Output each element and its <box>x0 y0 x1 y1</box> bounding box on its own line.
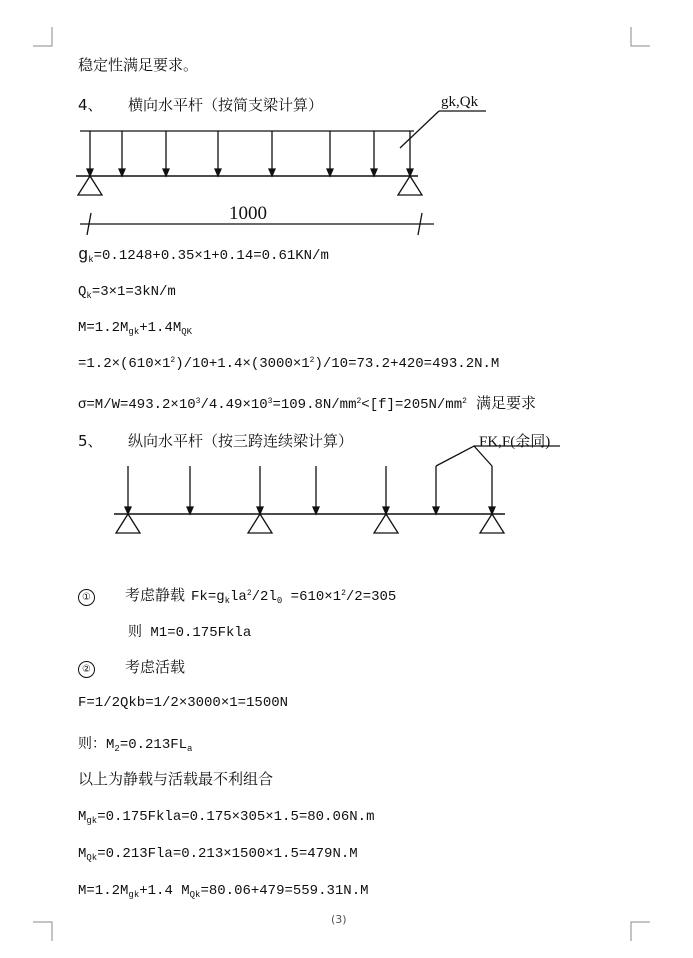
eq-qk: $Q_k=3\times 1=3kN/m$ <box>78 284 176 301</box>
simple-beam-diagram <box>76 111 486 235</box>
text-stability-ok: 稳定性满足要求。 <box>78 56 199 74</box>
circled-number-1: ① <box>78 589 95 606</box>
eq-m2: 则：$M_2=0.213FL_a$ <box>78 737 193 754</box>
eq-m1: 则 M1=0.175Fkla <box>128 625 252 641</box>
eq-stress-check: $\sigma=M/W=493.2\times 10^3/4.49\times 10^3=109.8N/mm^2<[f]=205N/mm^2$ 满足要求 <box>78 396 536 413</box>
section-5-title: 纵向水平杆（按三跨连续梁计算） <box>128 432 354 450</box>
eq-gk: $g_k=0.1248+0.35\times 1+0.14=0.61KN/m$ <box>78 246 329 265</box>
load-label-gk-qk: gk,Qk <box>441 94 479 110</box>
corner-marks <box>33 27 650 941</box>
section-4-number: 4、 <box>78 96 103 114</box>
load-leader-line <box>400 111 439 148</box>
eq-m-total: $M=1.2M_{gk}+1.4$ $M_{Qk}=80.06+479=559.31N.M$ <box>78 883 369 900</box>
section-5-number: 5、 <box>78 432 103 450</box>
support-2 <box>248 514 272 533</box>
eq-m-combination: $M=1.2M_{gk}+1.4M_{QK}$ <box>78 320 193 337</box>
support-left <box>78 176 102 195</box>
page-number: (3) <box>331 913 347 926</box>
support-1 <box>116 514 140 533</box>
span-dimension: 1000 <box>229 203 267 224</box>
continuous-beam-diagram <box>114 446 560 533</box>
support-3 <box>374 514 398 533</box>
support-right <box>398 176 422 195</box>
text-combination: 以上为静载与活载最不利组合 <box>78 770 274 788</box>
eq-f: F=1/2Qkb=1/2×3000×1=1500N <box>78 695 289 711</box>
support-4 <box>480 514 504 533</box>
section-4-title: 横向水平杆（按简支梁计算） <box>128 96 324 114</box>
point-load-arrows <box>125 466 495 514</box>
load-label-fk-f: FK,F(余同) <box>479 434 551 450</box>
eq-mqk: $M_{Qk}=0.213Fla=0.213\times 1500\times 1.5=479N.M$ <box>78 846 358 863</box>
eq-m-value: $=1.2\times(610\times 1^2)/10+1.4\times(3000\times 1^2)/10=73.2+420=493.2N.M$ <box>78 356 500 372</box>
distributed-load-arrows <box>87 131 413 176</box>
circled-number-2: ② <box>78 661 95 678</box>
item-live-load: ② 考虑活载 <box>78 656 185 678</box>
item-dead-load: ① 考虑静载 $Fk=g_kla^2/2l_0 =610\times 1^2/2=305$ <box>78 584 396 606</box>
eq-mgk: $M_{gk}=0.175Fkla=0.175\times 305\times 1.5=80.06N.m$ <box>78 809 375 826</box>
